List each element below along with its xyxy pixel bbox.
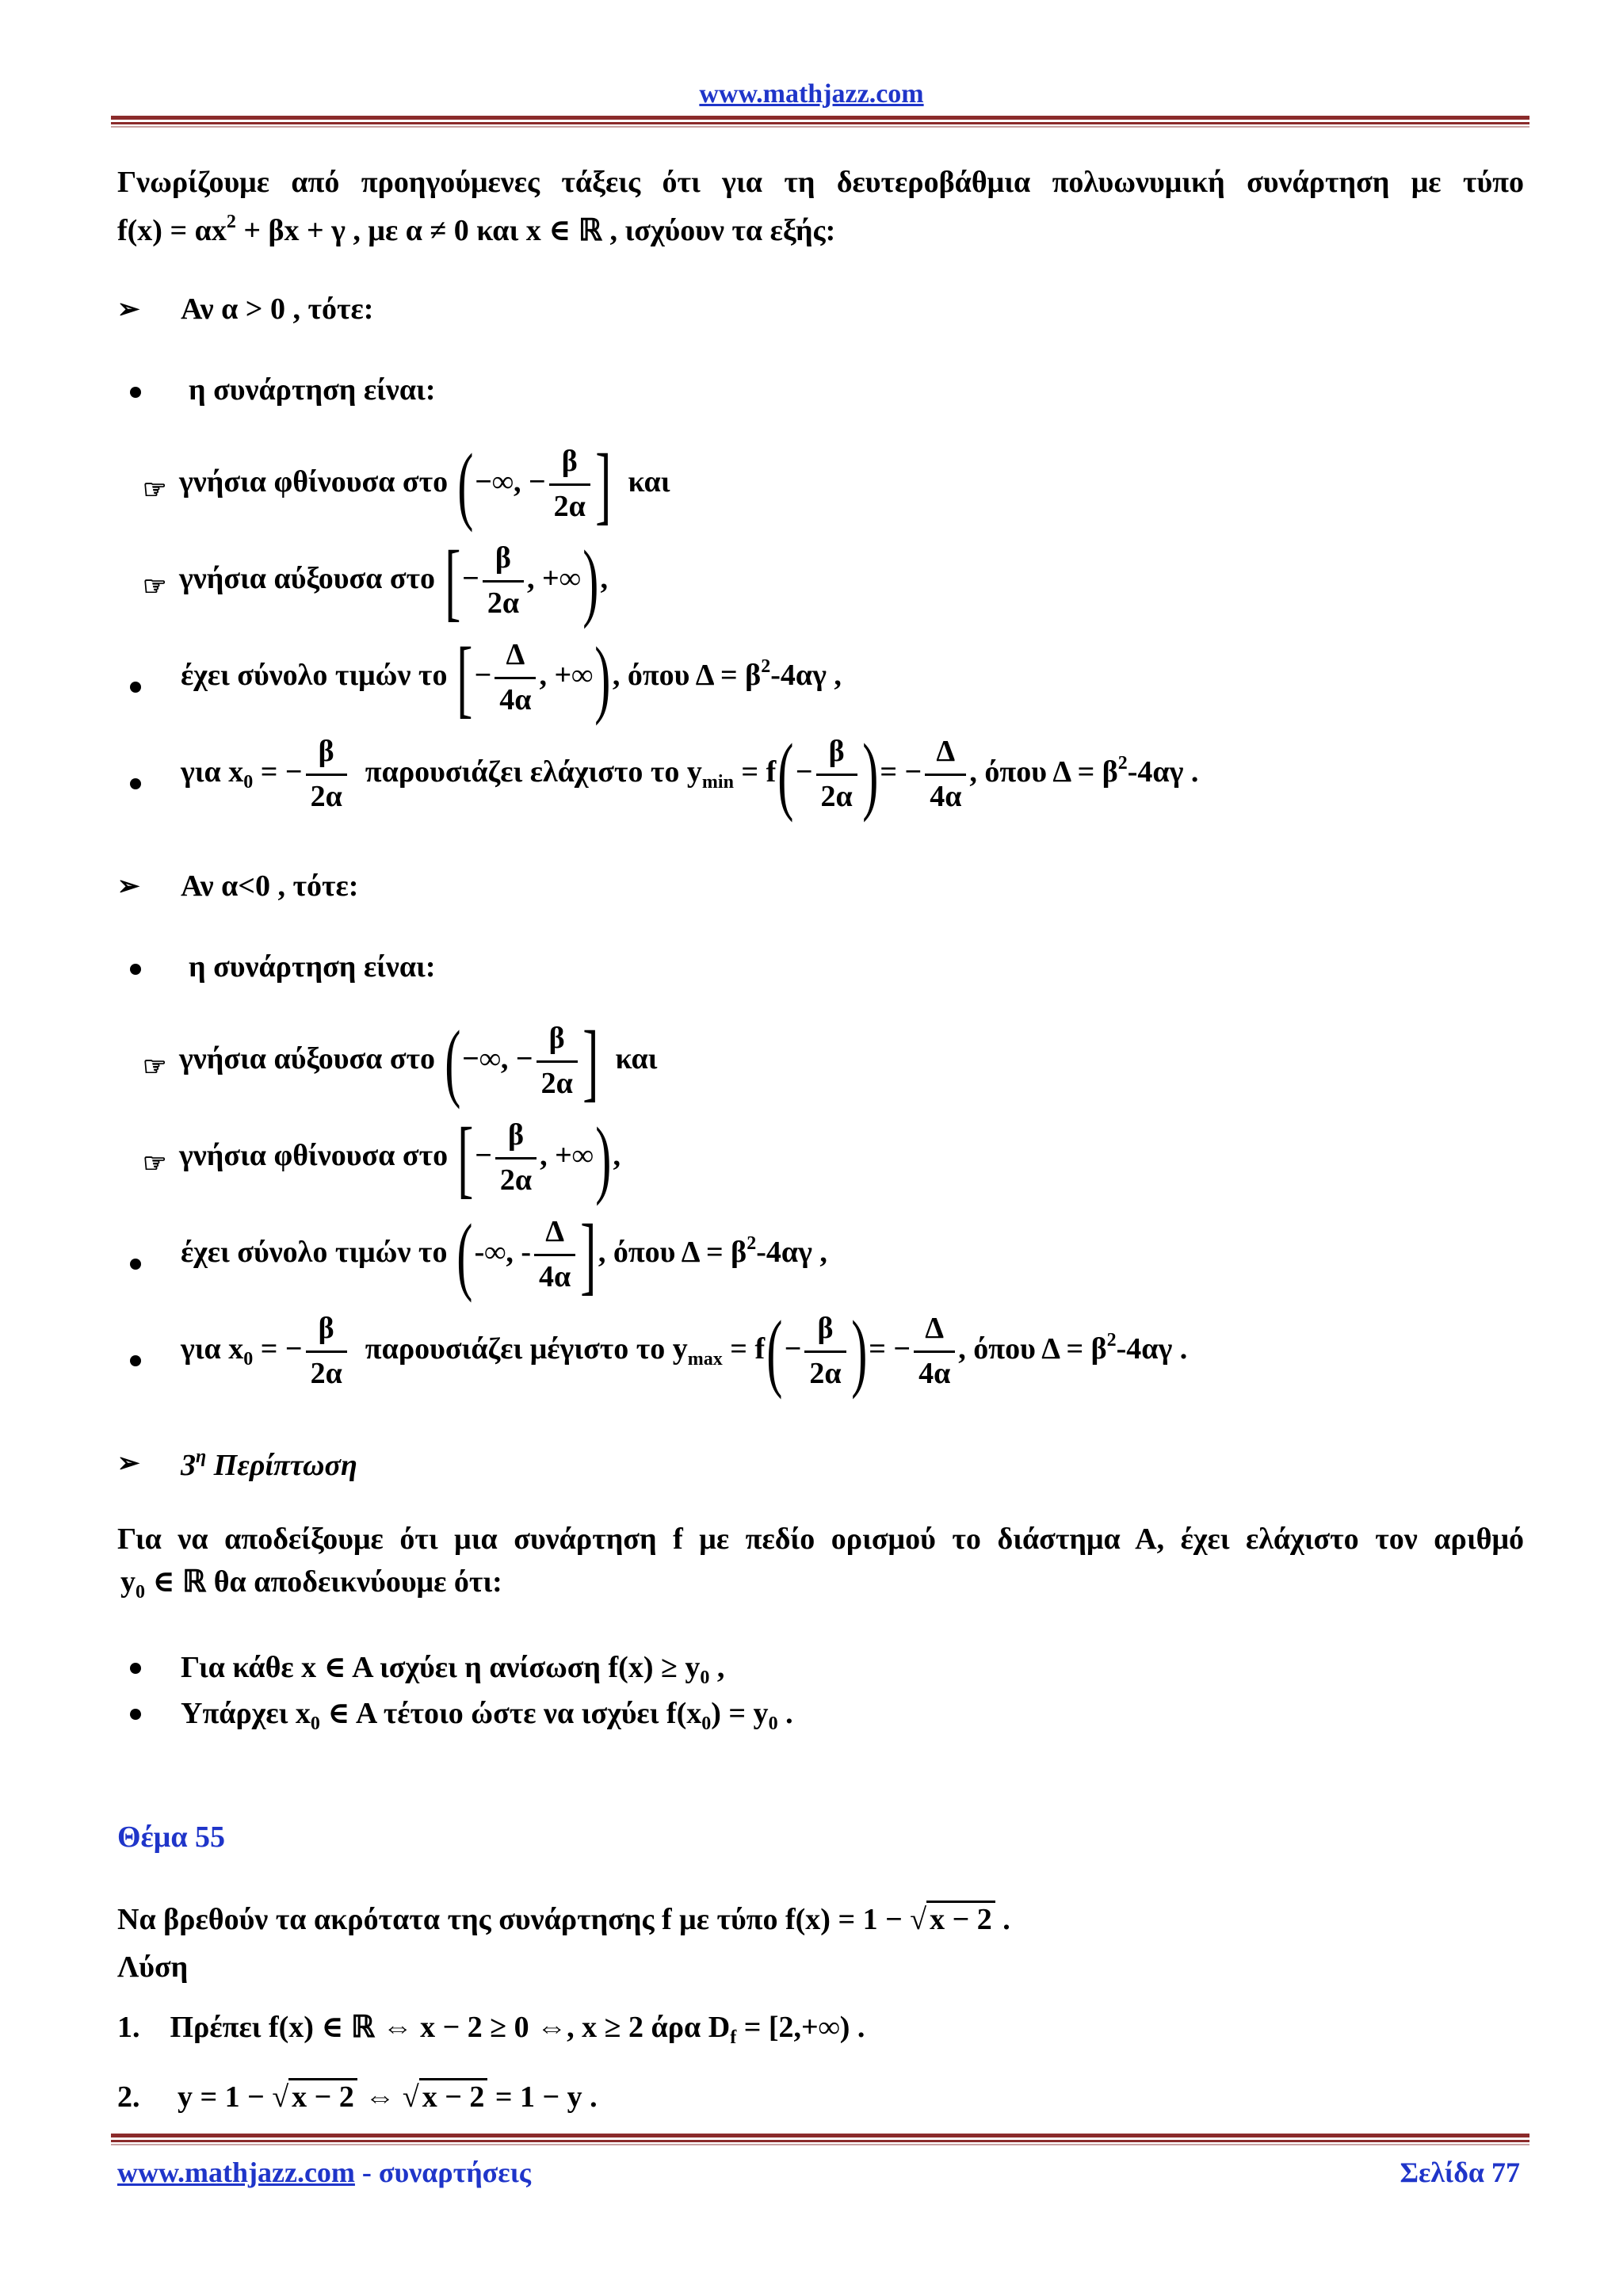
case3-title: $3^\eta$ Περίπτωση <box>181 1446 357 1482</box>
case-neg-func-is: η συνάρτηση είναι: <box>189 950 436 984</box>
case-neg-title: Αν α<0 , τότε: <box>181 869 359 903</box>
bullet-icon <box>130 1663 141 1674</box>
bullet-icon <box>130 964 141 975</box>
theme-title: Θέμα 55 <box>117 1820 226 1854</box>
pointing-hand-icon: ☞ <box>143 1149 167 1179</box>
case-pos-range: έχει σύνολο τιμών το [− $\frac{\Delta}{4\alpha}$ , +∞), όπου $\Delta = \beta^2-4\alpha\gamma$ , <box>181 628 842 726</box>
case-pos-decreasing: γνήσια φθίνουσα στο (−∞, − $\frac{\beta}{2\alpha}$ ] και <box>179 435 670 533</box>
case-neg-maximum: για $x_0$ = − $\frac{\beta}{2\alpha}$ παρουσιάζει μέγιστο το $y_{max} = f(-$ $\frac{\beta}{2\alpha}$ )= − $\frac{\Delta}{4\alpha}$ , όπου $\Delta = \beta^2-4\alpha\gamma$ . <box>181 1302 1188 1400</box>
footer-site-link[interactable]: www.mathjazz.com <box>117 2157 355 2188</box>
bullet-icon <box>130 682 141 693</box>
case-neg-increasing: γνήσια αύξουσα στο (−∞, − $\frac{\beta}{2\alpha}$ ] και <box>179 1012 658 1110</box>
arrow-bullet-icon: ➢ <box>117 1449 140 1478</box>
case-pos-func-is: η συνάρτηση είναι: <box>189 373 436 407</box>
bullet-icon <box>130 387 141 398</box>
theme-solution-label: Λύση <box>117 1950 189 1984</box>
bullet-icon <box>130 1355 141 1366</box>
arrow-bullet-icon: ➢ <box>117 295 140 324</box>
case3-line-2: $y_0$ ∈ ℝ θα αποδεικνύουμε ότι: <box>120 1565 502 1603</box>
case-neg-range: έχει σύνολο τιμών το (-∞, - $\frac{\Delta}{4\alpha}$ ], όπου $\Delta = \beta^2-4\alpha\gamma$ , <box>181 1205 827 1303</box>
case-neg-decreasing: γνήσια φθίνουσα στο [− $\frac{\beta}{2\alpha}$ , +∞), <box>179 1109 621 1206</box>
case-pos-title: Αν α > 0 , τότε: <box>181 292 374 326</box>
case3-line-1: Για να αποδείξουμε ότι μια συνάρτηση f με πεδίο ορισμού το διάστημα Α, έχει ελάχιστο τον αριθμό <box>117 1522 1524 1556</box>
arrow-bullet-icon: ➢ <box>117 872 140 901</box>
intro-line-2: $f(x) = \alpha x^2 + \beta x + \gamma$ , με α ≠ 0 και x ∈ ℝ , ισχύουν τα εξής: <box>117 212 836 247</box>
theme-problem: Να βρεθούν τα ακρότατα της συνάρτησης f με τύπο f(x) = 1 − √ x − 2 . <box>117 1902 1010 1939</box>
footer-rule <box>111 2134 1529 2145</box>
bullet-icon <box>130 1709 141 1720</box>
pointing-hand-icon: ☞ <box>143 476 167 505</box>
intro-line-1: Γνωρίζουμε από προηγούμενες τάξεις ότι για τη δευτεροβάθμια πολυωνυμική συνάρτηση με τύπο <box>117 166 1524 199</box>
bullet-icon <box>130 778 141 789</box>
footer-breadcrumb: www.mathjazz.com - συναρτήσεις <box>117 2157 531 2188</box>
footer-section: συναρτήσεις <box>378 2157 531 2188</box>
case3-bullet-2: Υπάρχει $x_0$ ∈ A τέτοιο ώστε να ισχύει $f(x_0) = y_0$ . <box>181 1697 793 1734</box>
pointing-hand-icon: ☞ <box>143 572 167 602</box>
page-number: Σελίδα 77 <box>1400 2157 1520 2188</box>
bullet-icon <box>130 1259 141 1270</box>
case-pos-minimum: για $x_0$ = − $\frac{\beta}{2\alpha}$ παρουσιάζει ελάχιστο το $y_{min} = f(-$ $\frac{\beta}{2\alpha}$ )= − $\frac{\Delta}{4\alpha}$ , όπου $\Delta = \beta^2-4\alpha\gamma$ . <box>181 725 1199 823</box>
case-pos-increasing: γνήσια αύξουσα στο [− $\frac{\beta}{2\alpha}$ , +∞), <box>179 532 608 629</box>
solution-step-2: 2. y = 1 − √ x − 2 ⇔ √ x − 2 = 1 − y . <box>117 2080 598 2116</box>
header-site-link[interactable]: www.mathjazz.com <box>699 79 924 109</box>
pointing-hand-icon: ☞ <box>143 1052 167 1082</box>
case3-bullet-1: Για κάθε x ∈ A ισχύει η ανίσωση $f(x) \ge y_0$ , <box>181 1651 725 1688</box>
solution-step-1: 1. Πρέπει f(x) ∈ ℝ ⇔ x − 2 ≥ 0 ⇔, x ≥ 2 άρα $D_f = [2,+\infty)$ . <box>117 2011 865 2048</box>
header-rule <box>111 116 1529 128</box>
